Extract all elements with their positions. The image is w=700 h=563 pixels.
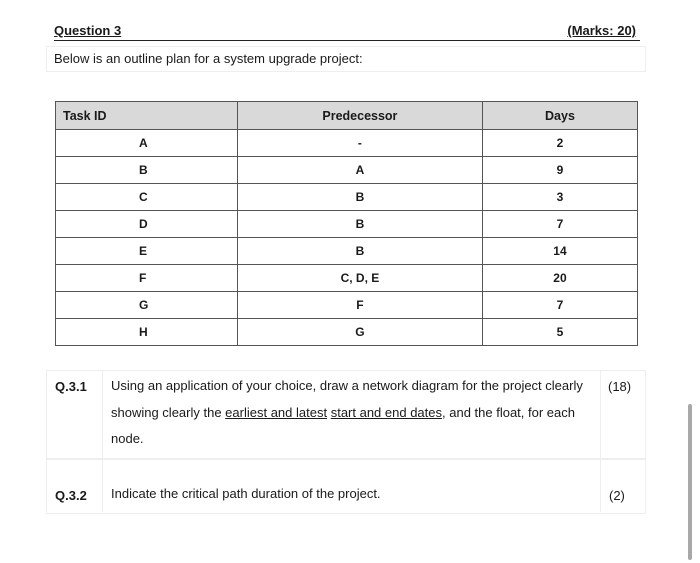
question-col-divider [102,370,103,512]
days-cell: 7 [482,292,637,319]
q32-text: Indicate the critical path duration of the project. [111,486,381,501]
task-id-cell: A [56,130,238,157]
days-cell: 5 [482,319,637,346]
task-id-cell: H [56,319,238,346]
table-row [56,292,638,319]
marks-col-divider [600,370,601,512]
question-header [54,22,640,41]
table-row [56,211,638,238]
q31-text: Using an application of your choice, draw a network diagram for the project clearly showing clearly the earliest and latest start and end dates, and the float, for each node. [111,378,583,446]
q31-marks: (18) [608,379,632,394]
table-row [56,319,638,346]
task-id-cell: C [56,184,238,211]
q31-underlined-start-end: start and end dates [330,404,443,420]
predecessor-cell: B [237,184,482,211]
intro-text: Below is an outline plan for a system upgrade project: [54,51,363,66]
q31-underlined-earliest-latest: earliest and latest [225,404,328,420]
task-table [55,101,638,346]
task-id-cell: D [56,211,238,238]
predecessor-cell: G [237,319,482,346]
days-cell: 14 [482,238,637,265]
table-row [56,265,638,292]
q32-marks: (2) [609,488,625,503]
vertical-scrollbar[interactable] [688,404,692,560]
task-id-cell: E [56,238,238,265]
days-cell: 7 [482,211,637,238]
predecessor-cell: C, D, E [237,265,482,292]
table-row [56,157,638,184]
predecessor-cell: A [237,157,482,184]
question-title: Question 3 [54,23,122,38]
predecessor-cell: F [237,292,482,319]
table-header-row [56,102,638,130]
question-marks: (Marks: 20) [567,23,636,38]
days-cell: 20 [482,265,637,292]
predecessor-cell: B [237,238,482,265]
days-cell: 9 [482,157,637,184]
table-row [56,238,638,265]
header-days: Days [482,102,637,130]
days-cell: 3 [482,184,637,211]
task-id-cell: F [56,265,238,292]
days-cell: 2 [482,130,637,157]
predecessor-cell: - [237,130,482,157]
q32-number: Q.3.2 [55,488,87,503]
table-row [56,184,638,211]
predecessor-cell: B [237,211,482,238]
q31-number: Q.3.1 [55,379,87,394]
task-id-cell: B [56,157,238,184]
header-predecessor: Predecessor [237,102,482,130]
table-row [56,130,638,157]
task-id-cell: G [56,292,238,319]
header-task-id: Task ID [56,102,238,130]
